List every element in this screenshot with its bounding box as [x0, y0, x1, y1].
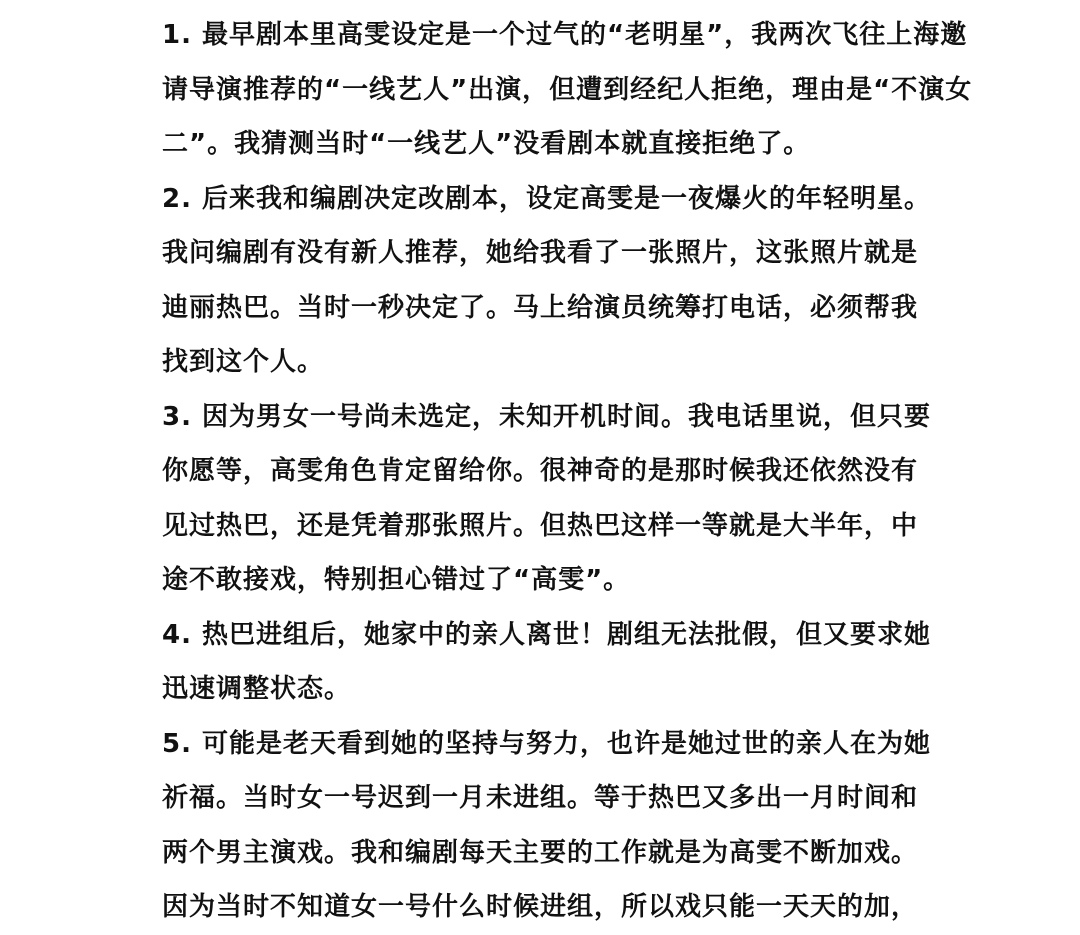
- text-line: 1. 最早剧本里高雯设定是一个过气的“老明星”，我两次飞往上海邀: [162, 20, 968, 50]
- text-line: 4. 热巴进组后，她家中的亲人离世！剧组无法批假，但又要求她: [162, 619, 932, 650]
- text-line: 途不敢接戏，特别担心错过了“高雯”。: [162, 565, 631, 595]
- text-line: 见过热巴，还是凭着那张照片。但热巴这样一等就是大半年，中: [162, 510, 919, 541]
- text-line: 两个男主演戏。我和编剧每天主要的工作就是为高雯不断加戏。: [162, 837, 919, 868]
- text-line: 你愿等，高雯角色肯定留给你。很神奇的是那时候我还依然没有: [162, 456, 919, 486]
- text-line: 3. 因为男女一号尚未选定，未知开机时间。我电话里说，但只要: [162, 401, 932, 432]
- text-line: 2. 后来我和编剧决定改剧本，设定高雯是一夜爆火的年轻明星。: [162, 183, 932, 214]
- text-line: 我问编剧有没有新人推荐，她给我看了一张照片，这张照片就是: [162, 238, 919, 268]
- text-line: 祈福。当时女一号迟到一月未进组。等于热巴又多出一月时间和: [162, 783, 919, 813]
- text-line: 5. 可能是老天看到她的坚持与努力，也许是她过世的亲人在为她: [162, 728, 932, 759]
- text-line: 找到这个人。: [162, 347, 325, 377]
- text-line: 因为当时不知道女一号什么时候进组，所以戏只能一天天的加，: [162, 892, 919, 922]
- text-line: 迪丽热巴。当时一秒决定了。马上给演员统筹打电话，必须帮我: [162, 292, 919, 323]
- document-body: [162, 8, 973, 935]
- text-line: 迅速调整状态。: [162, 674, 352, 704]
- text-line: 二”。我猜测当时“一线艺人”没看剧本就直接拒绝了。: [162, 129, 811, 159]
- text-line: 请导演推荐的“一线艺人”出演，但遭到经纪人拒绝，理由是“不演女: [162, 74, 973, 105]
